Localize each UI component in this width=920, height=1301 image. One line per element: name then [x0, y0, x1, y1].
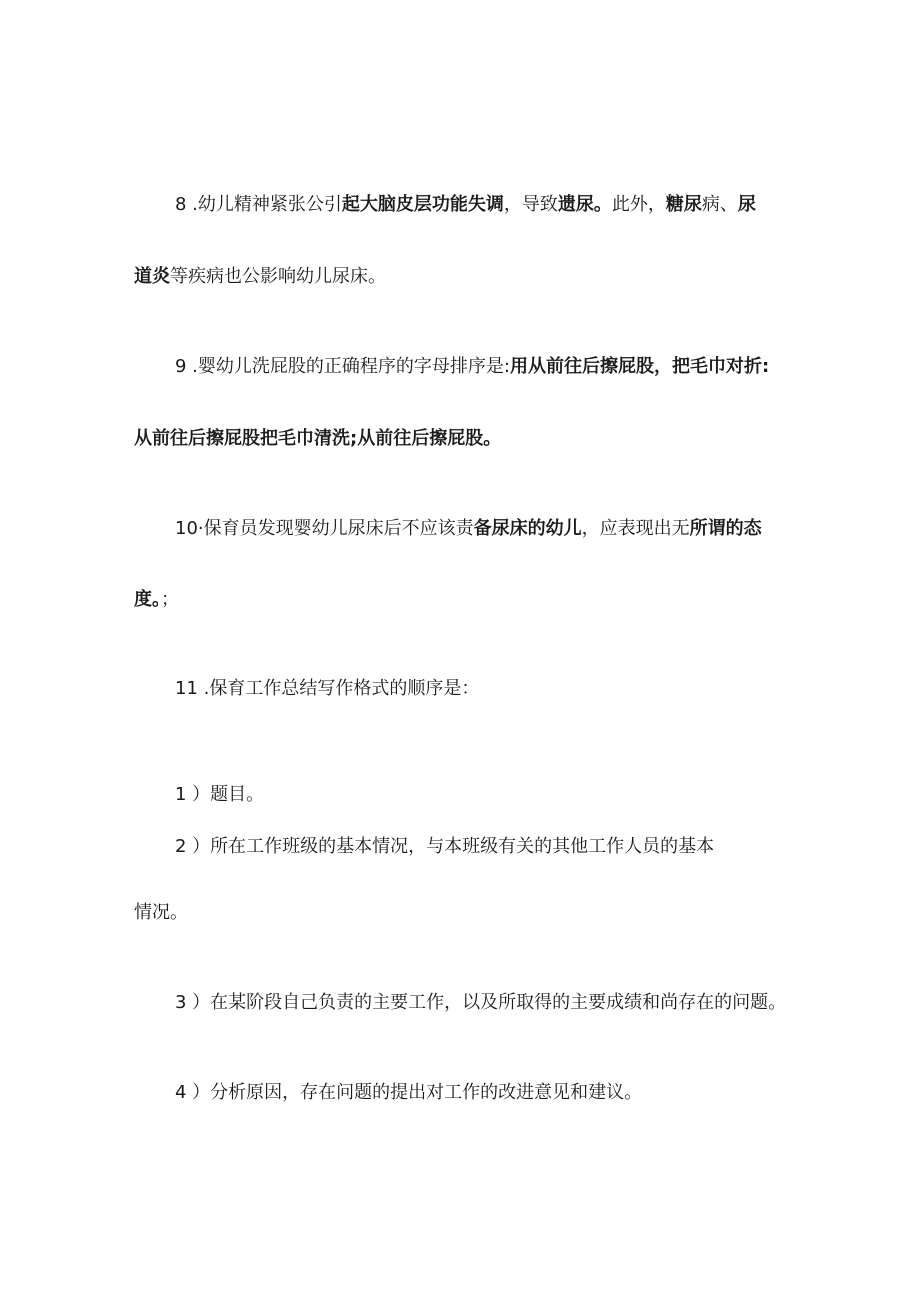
bold-run: 用从前往后擦屁股，把毛巾对折:	[509, 356, 770, 377]
bold-run: 度。	[134, 589, 161, 610]
list-item	[175, 786, 264, 804]
text-run: 11 .保育工作总结写作格式的顺序是：	[175, 678, 480, 699]
list-item-text: 4 ）分析原因，存在问题的提出对工作的改进意见和建议。	[175, 1082, 643, 1103]
text-run: 等疾病也公影响幼儿尿床。	[170, 266, 386, 287]
list-item-text: 2 ）所在工作班级的基本情况，与本班级有关的其他工作人员的基本	[175, 836, 715, 857]
bold-run: 备尿床的幼儿	[473, 518, 582, 539]
item-8-line-2	[134, 268, 386, 286]
item-10-line-2	[134, 591, 179, 609]
list-item	[175, 838, 714, 856]
bold-run: 起大脑皮层功能失调	[341, 194, 504, 215]
list-item-text: 3 ）在某阶段自己负责的主要工作，以及所取得的主要成绩和尚存在的问题。	[175, 992, 787, 1013]
text-run: ，导致	[503, 194, 558, 215]
text-run: 9 .婴幼儿洗屁股的正确程序的字母排序是:	[175, 356, 510, 377]
bold-run: 从前往后擦屁股把毛巾清洗;从前往后擦屁股。	[134, 428, 502, 449]
bold-run: 尿	[737, 194, 756, 215]
bold-run: 所谓的态	[689, 518, 762, 539]
text-run: 10·保育员发现婴幼儿尿床后不应该责	[175, 518, 474, 539]
list-item-continuation	[134, 904, 188, 922]
item-8-line-1	[175, 196, 756, 214]
item-10-line-1	[175, 520, 762, 538]
list-item	[175, 1084, 642, 1102]
item-9-line-2	[134, 430, 501, 448]
bold-run: 遗尿。	[557, 194, 612, 215]
text-run: 病、	[701, 194, 738, 215]
item-11-line-1	[175, 680, 479, 698]
bold-run: 糖尿	[665, 194, 702, 215]
list-item-text: 1 ）题目。	[175, 784, 265, 805]
list-item	[175, 994, 786, 1012]
list-item-text: 情况。	[134, 902, 188, 923]
item-9-line-1	[175, 358, 769, 376]
bold-run: 道炎	[134, 266, 170, 287]
text-run: 8 .幼儿精神紧张公引	[175, 194, 342, 215]
text-run: 此外，	[611, 194, 666, 215]
text-run: ，应表现出无	[581, 518, 690, 539]
text-run: ；	[161, 589, 179, 610]
